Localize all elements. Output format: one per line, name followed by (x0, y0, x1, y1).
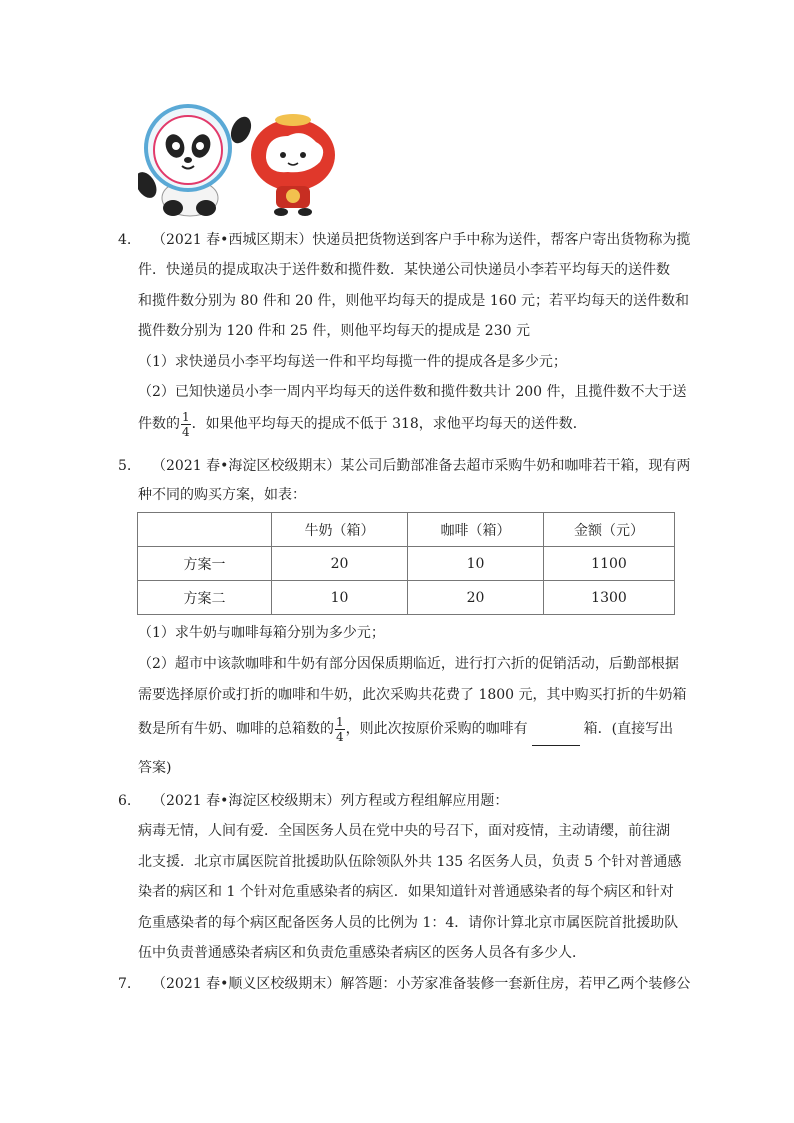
table-cell: 10 (272, 581, 408, 615)
question-text-line: （2021 春•海淀区校级期末）列方程或方程组解应用题： (152, 793, 509, 809)
lantern-mascot-icon (251, 114, 335, 216)
fraction-numerator: 1 (182, 409, 190, 424)
sub-question-line: （2）超市中该款咖啡和牛奶有部分因保质期临近，进行打六折的促销活动，后勤部根据 (138, 656, 679, 672)
table-header-cell: 咖啡（箱） (408, 513, 544, 547)
question-number: 4. (118, 232, 132, 248)
table-row (138, 547, 675, 581)
text-segment: ．如果他平均每天的提成不低于 318，求他平均每天的送件数． (191, 416, 587, 432)
question-text-line: 需要选择原价或打折的咖啡和牛奶，此次采购共花费了 1800 元，其中购买打折的牛奶箱 (138, 687, 687, 703)
fraction (181, 410, 191, 439)
question-text-line: （2021 春•海淀区校级期末）某公司后勤部准备去超市采购牛奶和咖啡若干箱，现有两 (152, 458, 691, 474)
question-text-line: 答案) (138, 760, 172, 776)
fraction-numerator: 1 (336, 714, 344, 729)
table-cell: 1100 (544, 547, 675, 581)
text-segment: 件数的 (138, 416, 180, 432)
winter-olympics-mascots-image (138, 100, 348, 218)
question-text-line: 揽件数分别为 120 件和 25 件，则他平均每天的提成是 230 元 (138, 323, 530, 339)
table-row (138, 581, 675, 615)
question-text-line: （2021 春•顺义区校级期末）解答题：小芳家准备装修一套新住房，若甲乙两个装修公 (152, 976, 691, 992)
question-text-line: 染者的病区和 1 个针对危重感染者的病区．如果知道针对普通感染者的每个病区和针对 (138, 884, 674, 900)
fraction (335, 715, 345, 744)
table-header-cell (138, 513, 272, 547)
sub-question-line: （2）已知快递员小李一周内平均每天的送件数和揽件数共计 200 件，且揽件数不大于送 (138, 384, 687, 400)
question-text-line: 病毒无情，人间有爱．全国医务人员在党中央的号召下，面对疫情，主动请缨，前往湖 (138, 823, 670, 839)
fraction-denominator: 4 (336, 729, 344, 744)
table-header-cell: 牛奶（箱） (272, 513, 408, 547)
purchase-plan-table (137, 512, 675, 615)
question-text-line: 件．快递员的提成取决于送件数和揽件数．某快递公司快递员小李若平均每天的送件数 (138, 262, 670, 278)
table-cell: 10 (408, 547, 544, 581)
table-header-row (138, 513, 675, 547)
text-segment: ，则此次按原价采购的咖啡有 (345, 721, 528, 737)
sub-question-line: （1）求牛奶与咖啡每箱分别为多少元； (138, 625, 385, 641)
question-number: 5. (118, 458, 132, 474)
fraction-denominator: 4 (182, 424, 190, 439)
question-number: 6. (118, 793, 132, 809)
question-text-line: （2021 春•西城区期末）快递员把货物送到客户手中称为送件，帮客户寄出货物称为揽 (152, 232, 691, 248)
answer-blank[interactable] (532, 731, 580, 746)
text-segment: 箱．(直接写出 (583, 721, 674, 737)
question-text-line: 北支援．北京市属医院首批援助队伍除领队外共 135 名医务人员，负责 5 个针对普通感 (138, 854, 682, 870)
question-text-line: 和揽件数分别为 80 件和 20 件，则他平均每天的提成是 160 元；若平均每天的送件数和 (138, 293, 690, 309)
panda-mascot-icon (138, 106, 255, 216)
question-text-line: 伍中负责普通感染者病区和负责危重感染者病区的医务人员各有多少人． (138, 945, 586, 961)
table-cell: 方案一 (138, 547, 272, 581)
table-cell: 1300 (544, 581, 675, 615)
text-segment: 数是所有牛奶、咖啡的总箱数的 (138, 721, 334, 737)
question-text-line (138, 712, 673, 746)
table-cell: 方案二 (138, 581, 272, 615)
sub-question-line: （1）求快递员小李平均每送一件和平均每揽一件的提成各是多少元； (138, 354, 567, 370)
table-header-cell: 金额（元） (544, 513, 675, 547)
table-cell: 20 (272, 547, 408, 581)
question-text-line: 危重感染者的每个病区配备医务人员的比例为 1：4．请你计算北京市属医院首批援助队 (138, 915, 679, 931)
question-text-line: 种不同的购买方案，如表： (138, 487, 306, 503)
question-text-line (138, 407, 587, 441)
question-number: 7. (118, 976, 132, 992)
table-cell: 20 (408, 581, 544, 615)
